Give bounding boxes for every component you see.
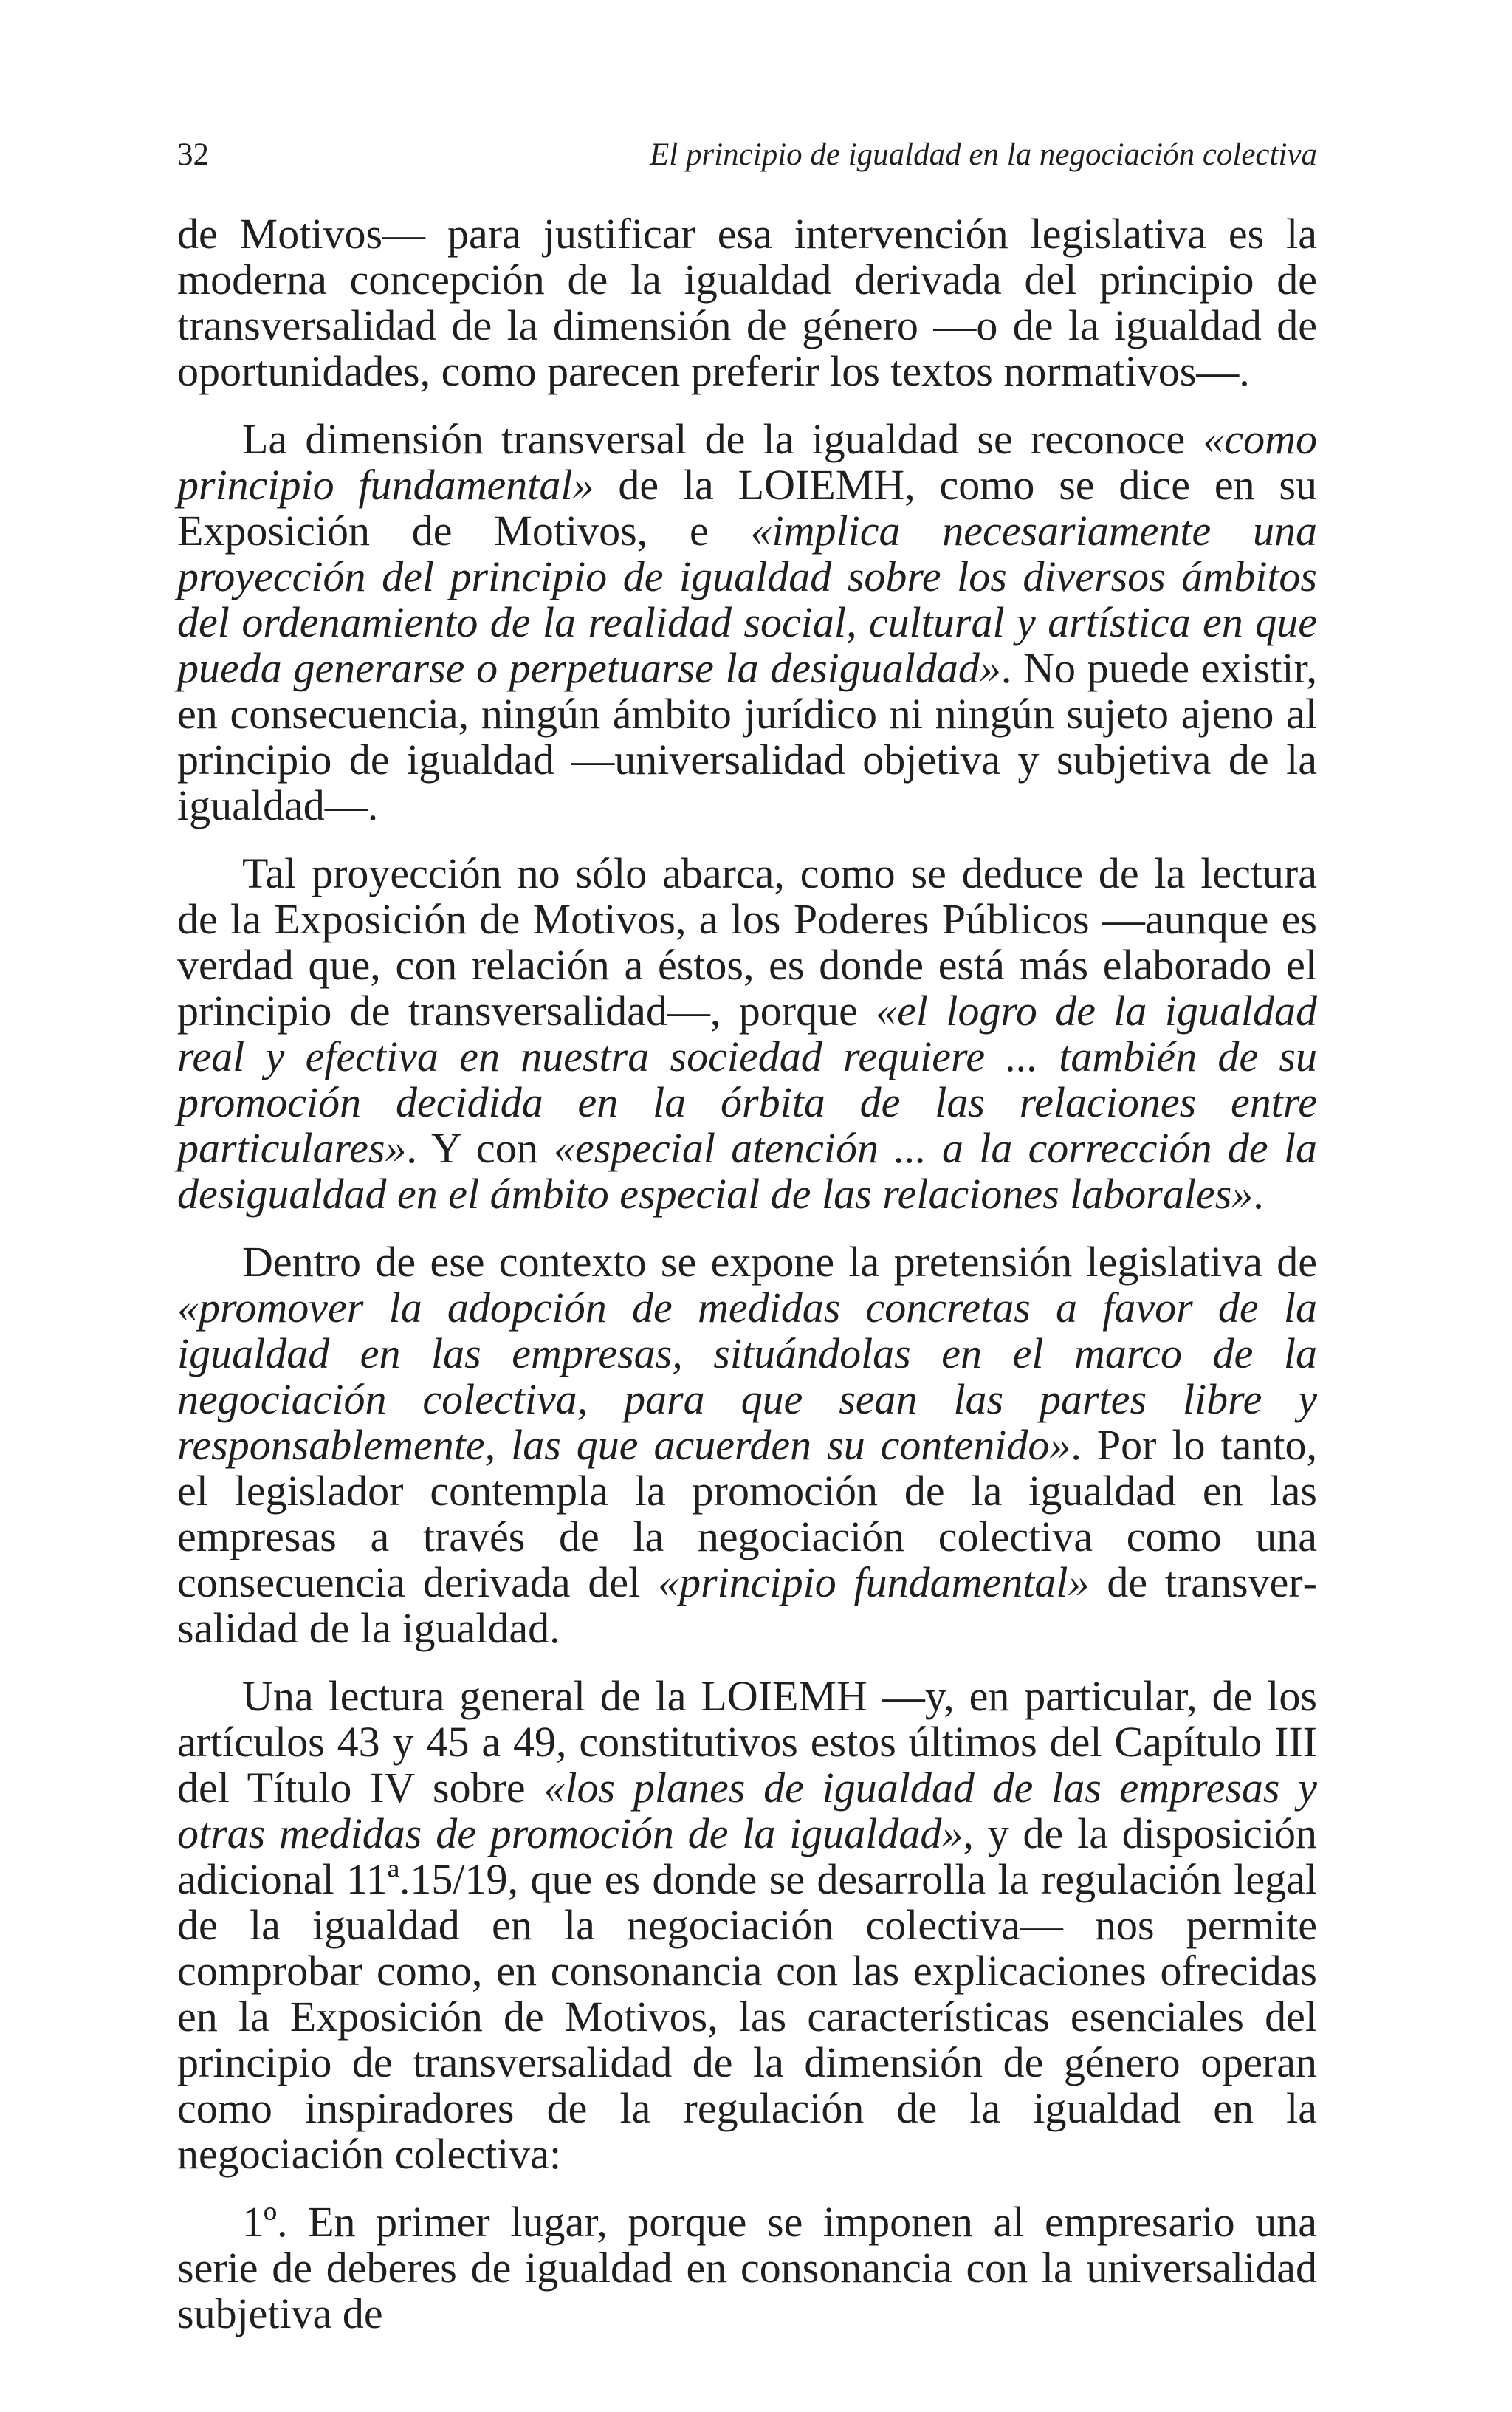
- text-run: La dimensión transversal de la igualdad se reconoce: [242, 415, 1203, 463]
- text-run: , y de la disposición adicional 11ª.15/19, que es donde se desarrolla la regulación legal de la igualdad en la negociación colectiva— nos permite comprobar como, en consonancia con las explicaciones ofrecidas en la Exposición de Motivos, las características esenciales del principio de transversalidad de la dimensión de género operan como inspiradores de la regulación de la igualdad en la negociación colectiva:: [177, 1809, 1317, 2178]
- quoted-italic-text: «como principio fundamental»: [177, 415, 1317, 509]
- running-header: [177, 133, 1317, 177]
- text-run: de la LOIEMH, como se dice en su Exposición de Motivos, e: [177, 461, 1317, 555]
- quoted-italic-text: «el logro de la igualdad real y efectiva en nuestra sociedad requiere ... también de su promoción decidida en la órbita de las relaciones entre particulares»: [177, 987, 1317, 1172]
- text-run: de Motivos— para justificar esa intervención legislativa es la moderna concepción de la igualdad derivada del principio de transversalidad de la dimensión de género —o de la igualdad de oportunidades, como parecen preferir los textos normativos—.: [177, 210, 1317, 395]
- text-run: 1º. En primer lugar, porque se imponen al empresario una serie de deberes de igualdad en consonancia con la universalidad subjetiva de: [177, 2198, 1317, 2337]
- text-run: . No puede existir, en consecuencia, ningún ámbito jurídico ni ningún sujeto ajeno al principio de igualdad —universalidad objetiva y subjetiva de la igualdad—.: [177, 644, 1317, 829]
- paragraph: [177, 851, 1317, 1217]
- paragraph: [177, 1239, 1317, 1651]
- text-run: Tal proyección no sólo abarca, como se deduce de la lectura de la Exposición de Motivos, a los Poderes Públicos —aunque es verdad que, con relación a éstos, es donde está más elaborado el principio de transversalidad—, porque: [177, 849, 1317, 1035]
- paragraph: [177, 417, 1317, 829]
- paragraph: [177, 1673, 1317, 2177]
- text-run: Dentro de ese contexto se expone la pretensión legislativa de: [242, 1238, 1317, 1286]
- quoted-italic-text: «especial atención ... a la corrección de la desigualdad en el ámbito especial de las relaciones laborales»: [177, 1124, 1318, 1218]
- quoted-italic-text: «implica necesariamente una proyección del principio de igualdad sobre los diversos ámbitos del ordenamiento de la realidad social, cultural y artística en que pueda generarse o perpetuarse la desigualdad»: [177, 507, 1317, 692]
- quoted-italic-text: «principio fundamental»: [658, 1558, 1090, 1606]
- running-title: El principio de igualdad en la negociación colectiva: [650, 137, 1317, 172]
- text-run: . Por lo tanto, el legislador contempla la promoción de la igualdad en las empresas a través de la negociación colectiva como una consecuencia derivada del: [177, 1421, 1317, 1606]
- text-run: .: [1253, 1170, 1264, 1218]
- text-run: . Y con: [406, 1124, 554, 1172]
- paragraph: [177, 211, 1317, 394]
- page-number: 32: [177, 137, 209, 172]
- body-text: [177, 211, 1317, 2337]
- text-run: Una lectura general de la LOIEMH —y, en particular, de los artículos 43 y 45 a 49, constitutivos estos últimos del Capítulo III del Título IV sobre: [177, 1672, 1317, 1812]
- quoted-italic-text: «promover la adopción de medidas concretas a favor de la igualdad en las empresas, situándolas en el marco de la negociación colectiva, para que sean las partes libre y responsablemente, las que acuerden su contenido»: [177, 1284, 1317, 1469]
- text-run: de transversalidad de la igualdad.: [177, 1558, 1317, 1652]
- quoted-italic-text: «los planes de igualdad de las empresas y otras medidas de promoción de la igualdad»: [177, 1764, 1317, 1857]
- paragraph: [177, 2199, 1317, 2337]
- book-page: [177, 133, 1317, 2359]
